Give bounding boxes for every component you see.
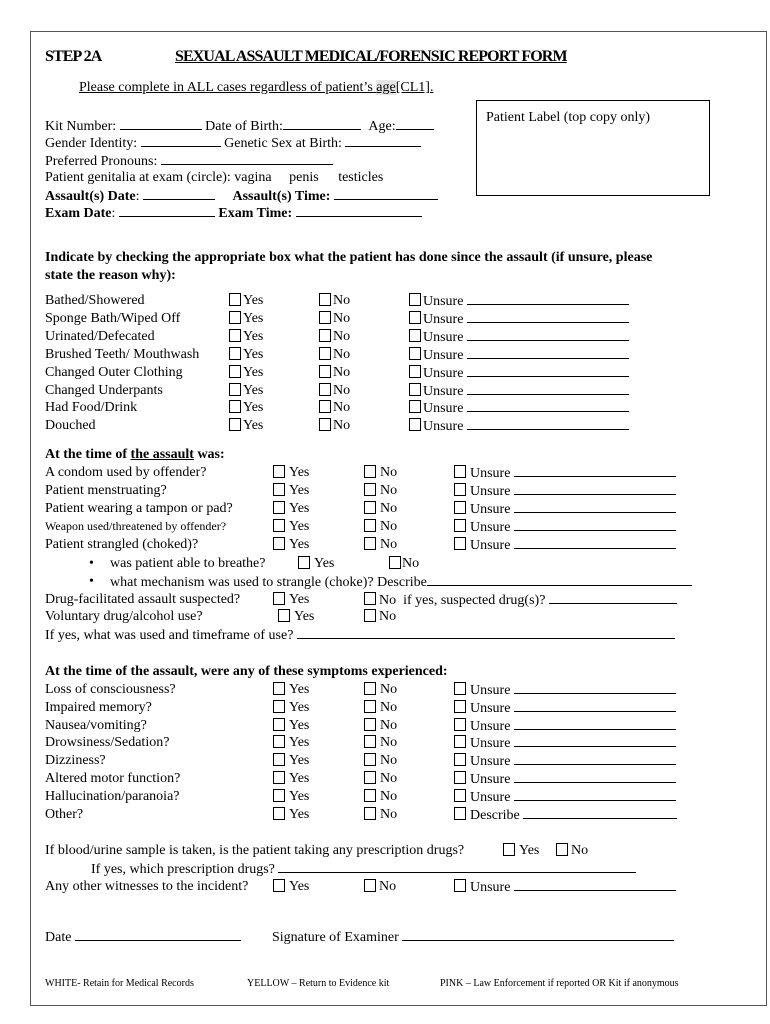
time-of-assault-item-4-no-label: No: [380, 519, 398, 534]
symptom-item-4-yes-checkbox[interactable]: [273, 735, 285, 748]
breathe-no-checkbox[interactable]: [389, 556, 401, 569]
time-of-assault-item-2-unsure-row: [470, 482, 676, 500]
date-label: Date: [45, 930, 72, 945]
drug-facilitated-no-row: [379, 591, 677, 609]
since-assault-item-4-yes-label: Yes: [243, 346, 264, 362]
symptom-item-8-reason-field[interactable]: [523, 806, 677, 819]
kit-number-label: Kit Number:: [45, 119, 117, 134]
symptom-item-6-no-checkbox[interactable]: [364, 771, 376, 784]
symptom-item-4-no-checkbox[interactable]: [364, 735, 376, 748]
symptom-item-3-label: Nausea/vomiting?: [45, 717, 147, 733]
symptom-item-8-no-checkbox[interactable]: [364, 807, 376, 820]
suspected-drug-field[interactable]: [549, 591, 677, 604]
time-of-assault-item-2-reason-field[interactable]: [514, 482, 676, 495]
breathe-yes-label: Yes: [314, 556, 335, 571]
since-assault-item-6-yes-checkbox[interactable]: [229, 383, 241, 396]
time-of-assault-item-4-unsure-checkbox[interactable]: [454, 519, 466, 532]
since-assault-item-8-yes-label: Yes: [243, 418, 264, 434]
symptom-item-1-unsure-checkbox[interactable]: [454, 682, 466, 695]
since-assault-item-8-no-label: No: [333, 418, 351, 434]
use-timeframe-field[interactable]: [297, 626, 675, 639]
symptom-item-2-no-checkbox[interactable]: [364, 700, 376, 713]
time-of-assault-item-1-no-label: No: [380, 465, 398, 480]
since-assault-item-7-unsure-checkbox[interactable]: [409, 400, 421, 413]
since-assault-item-1-no-checkbox[interactable]: [319, 293, 331, 306]
since-assault-item-7-unsure-row: [423, 399, 629, 417]
symptoms-heading: At the time of the assault, were any of these symptoms experienced:: [45, 664, 448, 679]
kit-number-row: [45, 117, 434, 135]
symptom-item-3-no-checkbox[interactable]: [364, 718, 376, 731]
strangle-mechanism-question: what mechanism was used to strangle (choke)? Describe: [110, 575, 427, 590]
symptom-item-5-yes-label: Yes: [289, 753, 310, 769]
use-timeframe-row: [45, 626, 675, 644]
since-assault-item-5-yes-checkbox[interactable]: [229, 365, 241, 378]
since-assault-item-6-no-checkbox[interactable]: [319, 383, 331, 396]
gender-identity-label: Gender Identity:: [45, 136, 138, 151]
symptom-item-4-reason-field[interactable]: [514, 734, 676, 747]
time-of-assault-item-5-yes-checkbox[interactable]: [273, 537, 285, 550]
time-of-assault-item-4-yes-checkbox[interactable]: [273, 519, 285, 532]
time-of-assault-item-3-no-label: No: [380, 501, 398, 516]
symptom-item-6-no-label: No: [380, 771, 398, 786]
witnesses-no-label: No: [379, 879, 397, 894]
time-of-assault-item-5-no-checkbox[interactable]: [364, 537, 376, 550]
since-assault-item-8-no-checkbox[interactable]: [319, 418, 331, 431]
instruction-text: Please complete in ALL cases regardless of patient’s: [79, 80, 377, 95]
symptom-item-4-no-label: No: [380, 735, 398, 751]
breathe-no-label: No: [402, 556, 420, 571]
symptom-item-8-no-label: No: [380, 806, 398, 822]
since-assault-item-1-unsure-row: [423, 292, 629, 310]
since-assault-item-2-label: Sponge Bath/Wiped Off: [45, 310, 181, 326]
since-assault-item-8-unsure-label: Unsure: [423, 419, 464, 435]
since-assault-item-4-yes-checkbox[interactable]: [229, 347, 241, 360]
symptom-item-4-unsure-checkbox[interactable]: [454, 735, 466, 748]
since-assault-item-4-label: Brushed Teeth/ Mouthwash: [45, 346, 200, 362]
drug-facilitated-yes-label: Yes: [289, 592, 310, 607]
since-assault-item-3-yes-label: Yes: [243, 328, 264, 344]
since-assault-item-5-label: Changed Outer Clothing: [45, 364, 183, 380]
since-assault-item-8-yes-checkbox[interactable]: [229, 418, 241, 431]
witnesses-unsure-label: Unsure: [470, 880, 511, 895]
prescription-yes-checkbox[interactable]: [503, 843, 515, 856]
since-assault-item-6-yes-label: Yes: [243, 382, 264, 398]
time-of-assault-item-1-label: A condom used by offender?: [45, 465, 207, 480]
since-assault-item-5-no-checkbox[interactable]: [319, 365, 331, 378]
symptom-item-6-yes-checkbox[interactable]: [273, 771, 285, 784]
symptom-item-6-unsure-checkbox[interactable]: [454, 771, 466, 784]
time-of-assault-item-1-reason-field[interactable]: [514, 464, 676, 477]
symptom-item-2-unsure-label: Unsure: [470, 700, 511, 716]
since-assault-item-5-no-label: No: [333, 364, 351, 380]
genitalia-option-penis[interactable]: penis: [289, 170, 319, 185]
symptom-item-4-label: Drowsiness/Sedation?: [45, 735, 170, 751]
since-assault-item-3-no-label: No: [333, 328, 351, 344]
symptom-item-2-no-label: No: [380, 699, 398, 715]
symptom-item-5-no-checkbox[interactable]: [364, 753, 376, 766]
exam-time-label: Exam Time:: [218, 206, 293, 221]
time-of-assault-item-1-unsure-row: [470, 464, 676, 482]
pronouns-label: Preferred Pronouns:: [45, 154, 158, 169]
prescription-no-checkbox[interactable]: [556, 843, 568, 856]
which-drugs-label: If yes, which prescription drugs?: [91, 862, 275, 877]
symptom-item-8-label: Other?: [45, 806, 84, 822]
symptom-item-1-yes-label: Yes: [289, 682, 310, 697]
time-of-assault-item-2-yes-checkbox[interactable]: [273, 483, 285, 496]
since-assault-item-1-no-label: No: [333, 293, 351, 308]
strangle-mechanism-field[interactable]: [427, 573, 692, 586]
time-of-assault-item-2-yes-label: Yes: [289, 483, 310, 498]
assault-time-field[interactable]: [334, 187, 438, 200]
since-assault-item-1-unsure-checkbox[interactable]: [409, 293, 421, 306]
since-assault-item-8-reason-field[interactable]: [467, 417, 629, 430]
breathe-yes-checkbox[interactable]: [298, 556, 310, 569]
instruction-line: [79, 79, 433, 96]
which-drugs-row: [91, 860, 636, 878]
voluntary-use-no-checkbox[interactable]: [364, 609, 376, 622]
time-of-assault-item-5-reason-field[interactable]: [514, 536, 676, 549]
since-assault-item-4-reason-field[interactable]: [467, 346, 629, 359]
signature-row: [272, 928, 674, 946]
symptom-item-8-describe-checkbox[interactable]: [454, 807, 466, 820]
since-assault-item-8-label: Douched: [45, 418, 96, 434]
since-assault-item-5-yes-label: Yes: [243, 364, 264, 380]
symptom-item-5-unsure-row: [470, 752, 676, 770]
since-assault-item-3-label: Urinated/Defecated: [45, 328, 155, 344]
since-assault-item-8-unsure-row: [423, 417, 629, 435]
genetic-sex-field[interactable]: [345, 134, 421, 147]
symptom-item-3-yes-checkbox[interactable]: [273, 718, 285, 731]
time-of-assault-item-2-unsure-label: Unsure: [470, 484, 511, 499]
since-assault-item-6-label: Changed Underpants: [45, 382, 163, 398]
time-of-assault-item-4-no-checkbox[interactable]: [364, 519, 376, 532]
since-assault-item-3-no-checkbox[interactable]: [319, 329, 331, 342]
symptom-item-4-unsure-label: Unsure: [470, 736, 511, 752]
since-assault-item-5-unsure-row: [423, 364, 629, 382]
voluntary-use-yes-label: Yes: [294, 609, 315, 624]
time-of-assault-item-1-yes-label: Yes: [289, 465, 310, 480]
symptom-item-8-describe-label: Describe: [470, 807, 520, 823]
genitalia-row: [45, 169, 383, 186]
exam-date-label: Exam Date: [45, 206, 112, 221]
symptom-item-7-no-checkbox[interactable]: [364, 789, 376, 802]
since-assault-item-6-no-label: No: [333, 382, 351, 398]
symptom-item-2-reason-field[interactable]: [514, 699, 676, 712]
witnesses-yes-checkbox[interactable]: [273, 879, 285, 892]
time-of-assault-item-5-unsure-label: Unsure: [470, 538, 511, 553]
symptom-item-6-yes-label: Yes: [289, 771, 310, 786]
signature-field[interactable]: [402, 928, 674, 941]
dob-label: Date of Birth:: [205, 119, 283, 134]
time-of-assault-item-3-reason-field[interactable]: [514, 500, 676, 513]
symptom-item-2-yes-label: Yes: [289, 699, 310, 715]
witnesses-yes-label: Yes: [289, 879, 310, 894]
symptom-item-3-reason-field[interactable]: [514, 717, 676, 730]
since-assault-item-7-yes-checkbox[interactable]: [229, 400, 241, 413]
assault-time-label: Assault(s) Time:: [232, 189, 331, 204]
witnesses-label: Any other witnesses to the incident?: [45, 879, 249, 894]
since-assault-item-4-no-checkbox[interactable]: [319, 347, 331, 360]
use-timeframe-label: If yes, what was used and timeframe of use?: [45, 628, 294, 643]
symptom-item-7-yes-label: Yes: [289, 788, 310, 804]
since-assault-item-5-unsure-label: Unsure: [423, 365, 464, 381]
symptom-item-6-reason-field[interactable]: [514, 770, 676, 783]
instruction-comment: [CL1]: [395, 80, 430, 95]
assault-date-label: Assault(s) Date: [45, 189, 136, 204]
drug-facilitated-yes-checkbox[interactable]: [273, 592, 285, 605]
symptom-item-2-unsure-checkbox[interactable]: [454, 700, 466, 713]
time-of-assault-item-4-unsure-row: [470, 518, 676, 536]
which-drugs-field[interactable]: [278, 860, 636, 873]
gender-row: [45, 134, 421, 152]
symptom-item-6-unsure-row: [470, 770, 676, 788]
witnesses-unsure-checkbox[interactable]: [454, 879, 466, 892]
time-of-assault-item-3-yes-label: Yes: [289, 501, 310, 516]
exam-time-field[interactable]: [296, 204, 422, 217]
voluntary-use-yes-checkbox[interactable]: [278, 609, 290, 622]
since-assault-item-4-unsure-row: [423, 346, 629, 364]
symptom-item-3-yes-label: Yes: [289, 717, 310, 733]
assault-date-row: [45, 187, 438, 205]
witnesses-no-checkbox[interactable]: [364, 879, 376, 892]
since-assault-item-8-unsure-checkbox[interactable]: [409, 418, 421, 431]
symptom-item-2-unsure-row: [470, 699, 676, 717]
since-assault-item-3-unsure-row: [423, 328, 629, 346]
since-assault-item-4-unsure-label: Unsure: [423, 347, 464, 363]
since-assault-item-2-unsure-label: Unsure: [423, 311, 464, 327]
time-of-assault-item-5-yes-label: Yes: [289, 537, 310, 552]
since-assault-heading-2: state the reason why):: [45, 268, 176, 283]
drug-facilitated-no-checkbox[interactable]: [364, 592, 376, 605]
symptom-item-7-no-label: No: [380, 788, 398, 804]
symptom-item-7-unsure-checkbox[interactable]: [454, 789, 466, 802]
symptom-item-5-yes-checkbox[interactable]: [273, 753, 285, 766]
symptom-item-3-unsure-row: [470, 717, 676, 735]
footer-yellow-copy: YELLOW – Return to Evidence kit: [247, 978, 390, 989]
since-assault-item-5-reason-field[interactable]: [467, 364, 629, 377]
symptom-item-7-label: Hallucination/paranoia?: [45, 788, 180, 804]
date-field[interactable]: [75, 928, 241, 941]
time-of-assault-item-2-no-checkbox[interactable]: [364, 483, 376, 496]
since-assault-item-2-yes-label: Yes: [243, 310, 264, 326]
time-of-assault-heading-pre: At the time of: [45, 447, 131, 462]
symptom-item-6-unsure-label: Unsure: [470, 772, 511, 787]
time-of-assault-item-1-unsure-label: Unsure: [470, 466, 511, 481]
instruction-end: .: [429, 80, 434, 95]
symptom-item-3-unsure-label: Unsure: [470, 718, 511, 734]
since-assault-item-6-unsure-checkbox[interactable]: [409, 383, 421, 396]
since-assault-item-4-unsure-checkbox[interactable]: [409, 347, 421, 360]
time-of-assault-heading-post: was:: [193, 447, 225, 462]
since-assault-item-2-reason-field[interactable]: [467, 310, 629, 323]
prescription-yes-label: Yes: [519, 843, 540, 858]
since-assault-item-1-label: Bathed/Showered: [45, 293, 145, 308]
exam-date-field[interactable]: [119, 204, 215, 217]
patient-label-box[interactable]: [476, 100, 710, 196]
time-of-assault-item-4-unsure-label: Unsure: [470, 520, 511, 535]
time-of-assault-item-4-yes-label: Yes: [289, 519, 310, 534]
symptom-item-6-label: Altered motor function?: [45, 771, 181, 786]
symptom-item-2-label: Impaired memory?: [45, 699, 152, 715]
symptom-item-4-unsure-row: [470, 734, 676, 752]
time-of-assault-item-5-no-label: No: [380, 537, 398, 552]
footer-white-copy: WHITE- Retain for Medical Records: [45, 978, 194, 989]
prescription-question: If blood/urine sample is taken, is the patient taking any prescription drugs?: [45, 843, 465, 858]
exam-date-colon: :: [111, 206, 116, 221]
step-label: STEP 2A: [45, 48, 102, 65]
since-assault-item-2-unsure-row: [423, 310, 629, 328]
strangle-mechanism-row: [110, 573, 692, 591]
time-of-assault-item-2-unsure-checkbox[interactable]: [454, 483, 466, 496]
symptom-item-8-describe-row: [470, 806, 677, 824]
gender-identity-field[interactable]: [141, 134, 221, 147]
time-of-assault-item-3-label: Patient wearing a tampon or pad?: [45, 501, 233, 516]
since-assault-item-6-unsure-label: Unsure: [423, 383, 464, 399]
since-assault-item-2-no-checkbox[interactable]: [319, 311, 331, 324]
signature-label: Signature of Examiner: [272, 930, 399, 945]
genetic-sex-label: Genetic Sex at Birth:: [224, 136, 342, 151]
symptom-item-3-unsure-checkbox[interactable]: [454, 718, 466, 731]
since-assault-item-7-label: Had Food/Drink: [45, 400, 138, 416]
breathe-question: • was patient able to breathe?: [110, 555, 265, 572]
drug-facilitated-label: Drug-facilitated assault suspected?: [45, 592, 241, 607]
symptom-item-1-no-label: No: [380, 682, 398, 697]
age-label: Age:: [368, 119, 396, 134]
suspected-drug-label: if yes, suspected drug(s)?: [403, 593, 546, 608]
time-of-assault-item-5-unsure-row: [470, 536, 676, 554]
witnesses-unsure-field[interactable]: [514, 878, 676, 891]
symptom-item-2-yes-checkbox[interactable]: [273, 700, 285, 713]
symptom-item-5-unsure-label: Unsure: [470, 754, 511, 770]
time-of-assault-item-4-label: Weapon used/threatened by offender?: [45, 519, 227, 533]
time-of-assault-item-3-yes-checkbox[interactable]: [273, 501, 285, 514]
genitalia-option-testicles[interactable]: testicles: [338, 170, 384, 185]
time-of-assault-heading: [45, 446, 225, 463]
dob-field[interactable]: [283, 117, 361, 130]
symptom-item-1-reason-field[interactable]: [514, 681, 676, 694]
since-assault-item-3-unsure-checkbox[interactable]: [409, 329, 421, 342]
time-of-assault-item-3-unsure-row: [470, 500, 676, 518]
instruction-age: age: [376, 80, 396, 95]
prescription-no-label: No: [571, 843, 589, 858]
symptom-item-5-no-label: No: [380, 753, 398, 769]
since-assault-item-7-no-label: No: [333, 400, 351, 416]
symptom-item-5-unsure-checkbox[interactable]: [454, 753, 466, 766]
footer-pink-copy: PINK – Law Enforcement if reported OR Kit if anonymous: [440, 978, 679, 989]
drug-facilitated-no-label: No: [379, 593, 397, 608]
time-of-assault-heading-underlined: the assault: [130, 447, 194, 462]
symptom-item-5-label: Dizziness?: [45, 753, 106, 769]
since-assault-item-5-unsure-checkbox[interactable]: [409, 365, 421, 378]
voluntary-use-no-label: No: [379, 609, 397, 624]
time-of-assault-item-4-reason-field[interactable]: [514, 518, 676, 531]
since-assault-item-6-unsure-row: [423, 382, 629, 400]
since-assault-item-2-yes-checkbox[interactable]: [229, 311, 241, 324]
symptom-item-8-yes-checkbox[interactable]: [273, 807, 285, 820]
symptom-item-1-label: Loss of consciousness?: [45, 682, 176, 697]
time-of-assault-item-5-unsure-checkbox[interactable]: [454, 537, 466, 550]
since-assault-item-3-reason-field[interactable]: [467, 328, 629, 341]
symptom-item-1-unsure-row: [470, 681, 676, 699]
since-assault-item-1-yes-label: Yes: [243, 293, 264, 308]
since-assault-item-3-unsure-label: Unsure: [423, 329, 464, 345]
since-assault-item-7-yes-label: Yes: [243, 400, 264, 416]
symptom-item-4-yes-label: Yes: [289, 735, 310, 751]
since-assault-item-2-no-label: No: [333, 310, 351, 326]
symptom-item-7-yes-checkbox[interactable]: [273, 789, 285, 802]
symptom-item-1-yes-checkbox[interactable]: [273, 682, 285, 695]
form-title: SEXUAL ASSAULT MEDICAL/FORENSIC REPORT FORM: [175, 48, 567, 65]
witnesses-unsure-row: [470, 878, 676, 896]
symptom-item-3-no-label: No: [380, 717, 398, 733]
time-of-assault-item-1-yes-checkbox[interactable]: [273, 465, 285, 478]
since-assault-item-7-reason-field[interactable]: [467, 399, 629, 412]
time-of-assault-item-3-unsure-label: Unsure: [470, 502, 511, 517]
time-of-assault-item-2-no-label: No: [380, 483, 398, 498]
age-field[interactable]: [396, 117, 434, 130]
since-assault-item-1-unsure-label: Unsure: [423, 294, 464, 309]
assault-date-colon: :: [135, 189, 140, 204]
time-of-assault-item-2-label: Patient menstruating?: [45, 483, 167, 498]
genitalia-label[interactable]: Patient genitalia at exam (circle): vagina: [45, 170, 272, 185]
since-assault-item-7-unsure-label: Unsure: [423, 401, 464, 417]
symptom-item-7-unsure-row: [470, 788, 676, 806]
since-assault-item-1-reason-field[interactable]: [467, 292, 629, 305]
time-of-assault-item-3-no-checkbox[interactable]: [364, 501, 376, 514]
symptom-item-7-reason-field[interactable]: [514, 788, 676, 801]
date-row: [45, 928, 241, 946]
symptom-item-7-unsure-label: Unsure: [470, 789, 511, 805]
time-of-assault-item-3-unsure-checkbox[interactable]: [454, 501, 466, 514]
since-assault-heading: Indicate by checking the appropriate box what the patient has done since the assault (if unsure, please: [45, 250, 653, 265]
voluntary-use-label: Voluntary drug/alcohol use?: [45, 609, 203, 624]
symptom-item-8-yes-label: Yes: [289, 806, 310, 822]
since-assault-item-3-yes-checkbox[interactable]: [229, 329, 241, 342]
patient-label-text: Patient Label (top copy only): [486, 110, 651, 125]
since-assault-item-2-unsure-checkbox[interactable]: [409, 311, 421, 324]
time-of-assault-item-1-no-checkbox[interactable]: [364, 465, 376, 478]
since-assault-item-7-no-checkbox[interactable]: [319, 400, 331, 413]
pronouns-row: [45, 152, 333, 170]
symptom-item-1-no-checkbox[interactable]: [364, 682, 376, 695]
since-assault-item-1-yes-checkbox[interactable]: [229, 293, 241, 306]
since-assault-item-4-no-label: No: [333, 346, 351, 362]
time-of-assault-item-5-label: Patient strangled (choked)?: [45, 537, 199, 552]
since-assault-item-6-reason-field[interactable]: [467, 382, 629, 395]
symptom-item-1-unsure-label: Unsure: [470, 683, 511, 698]
kit-number-field[interactable]: [120, 117, 202, 130]
exam-date-row: [45, 204, 422, 222]
symptom-item-5-reason-field[interactable]: [514, 752, 676, 765]
time-of-assault-item-1-unsure-checkbox[interactable]: [454, 465, 466, 478]
pronouns-field[interactable]: [161, 152, 333, 165]
assault-date-field[interactable]: [143, 187, 215, 200]
